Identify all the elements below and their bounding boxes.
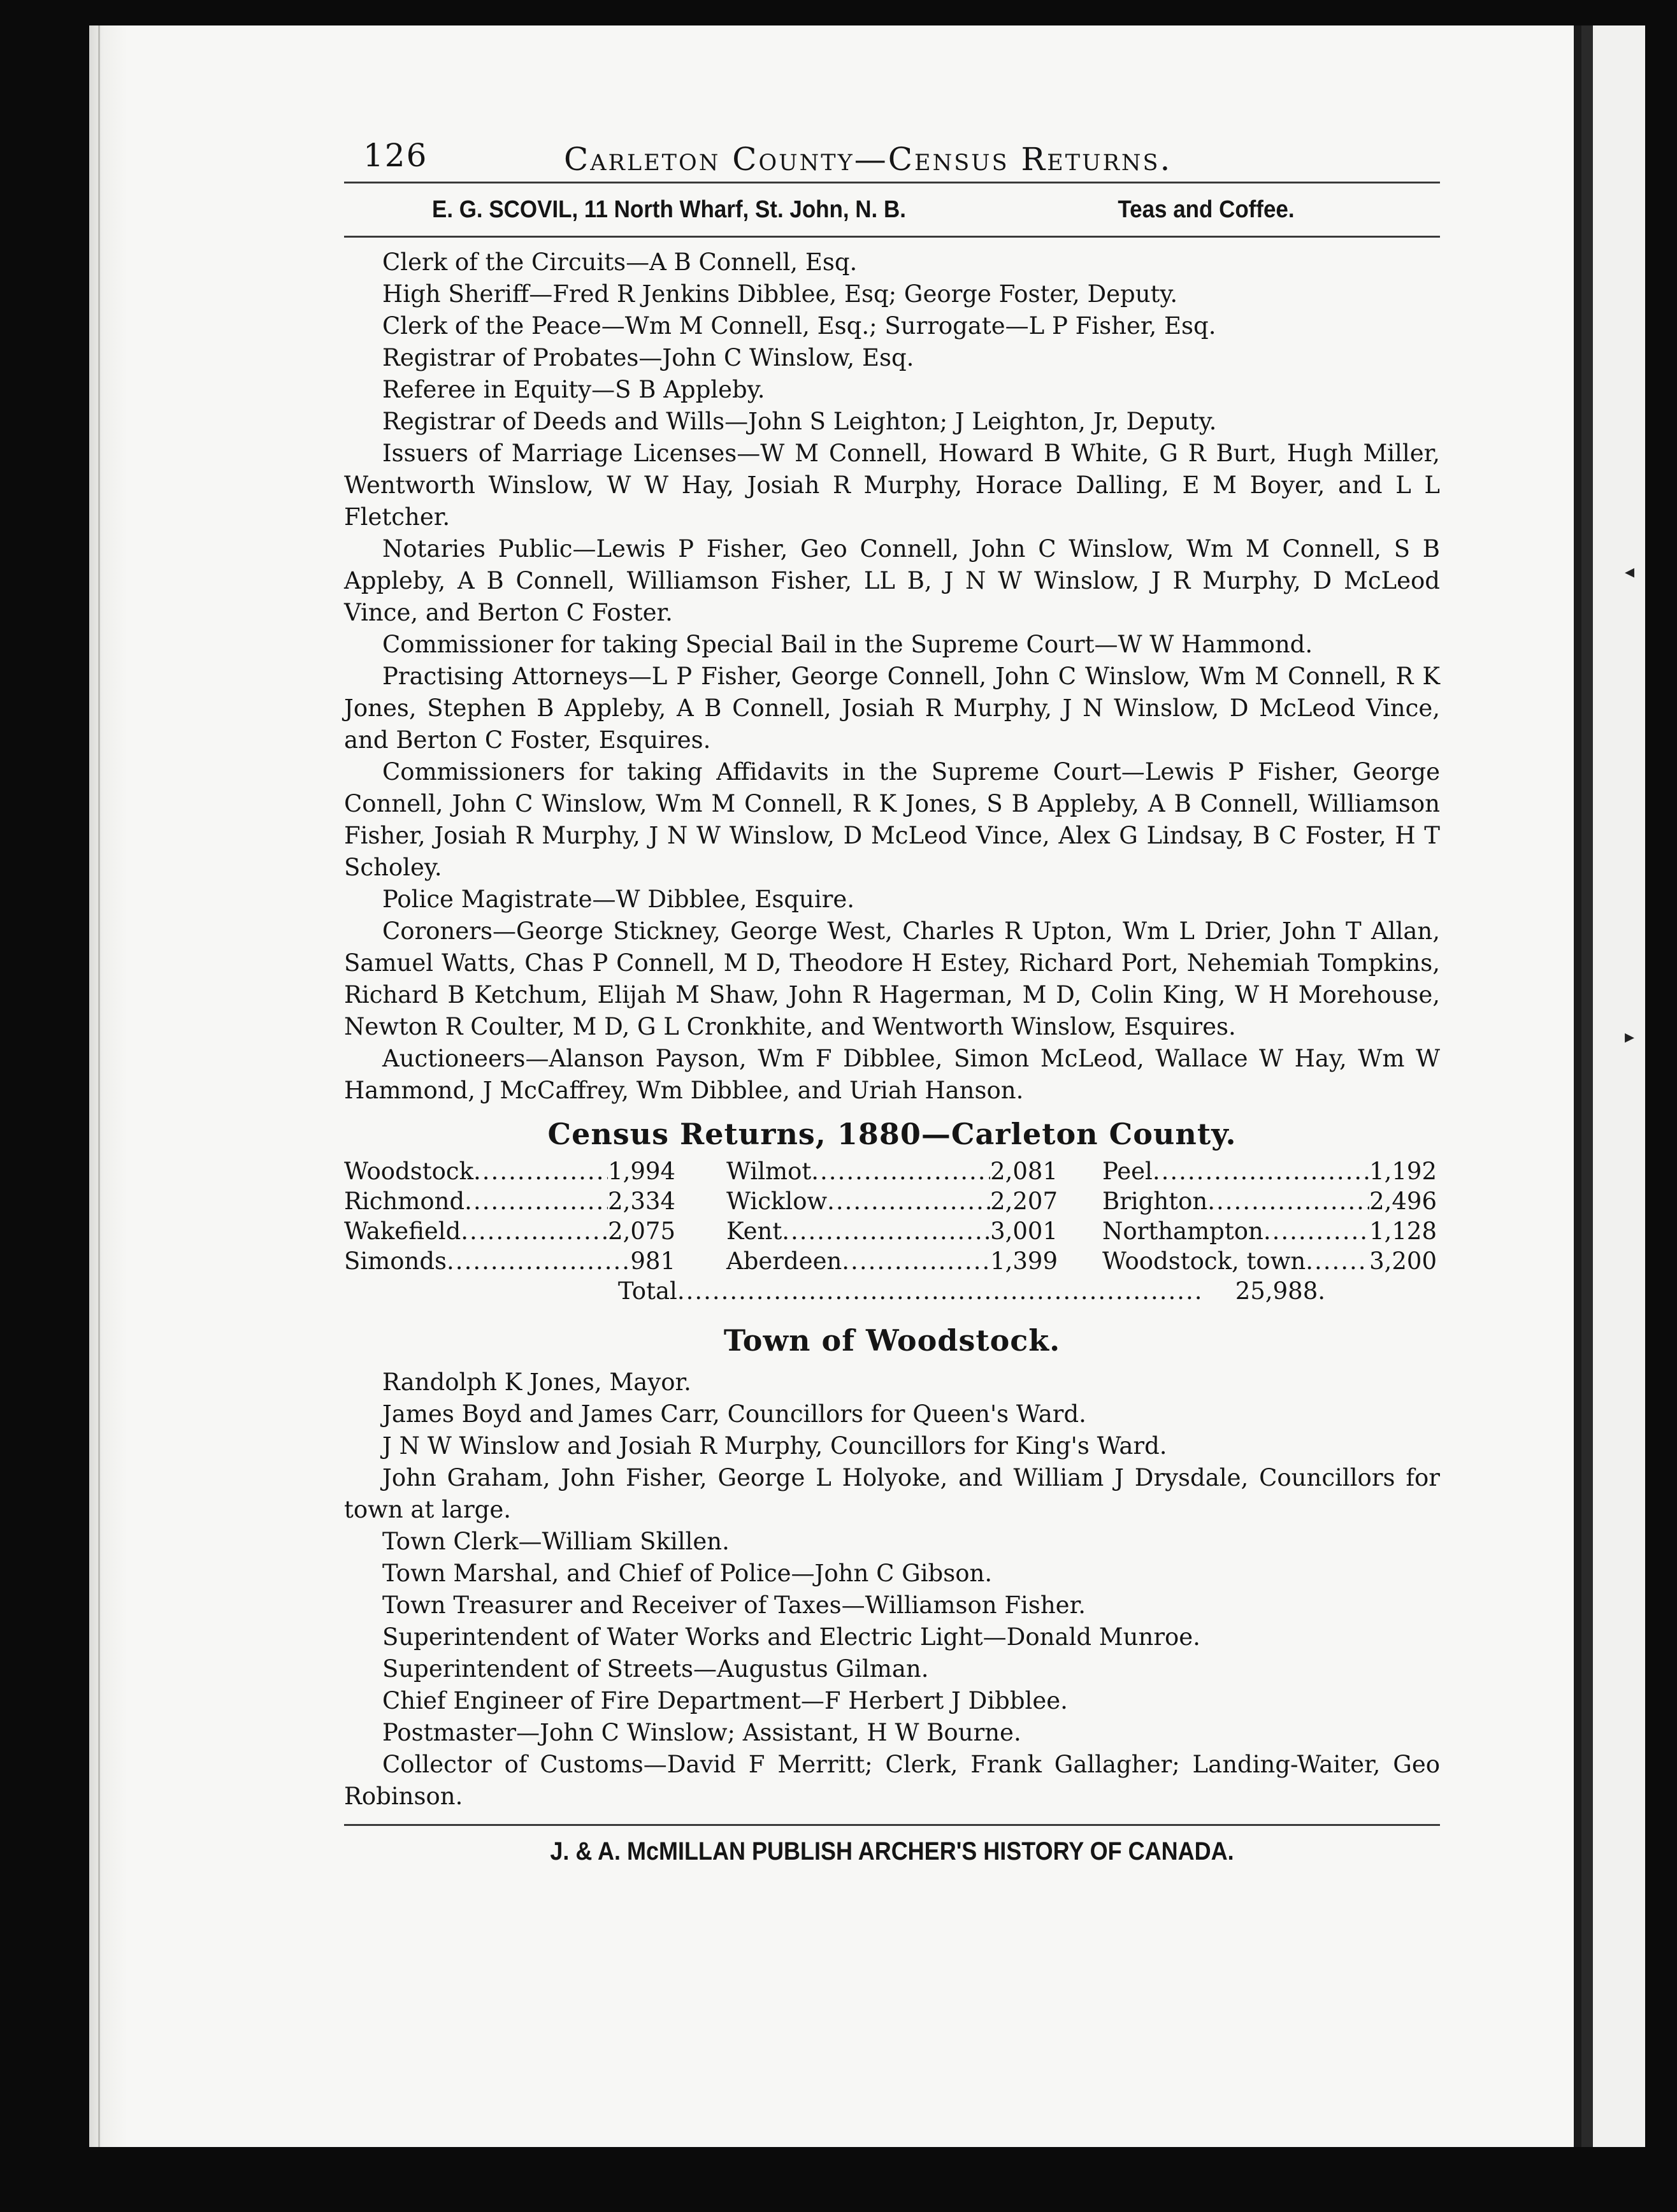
ad-rule (344, 236, 1440, 238)
margin-mark: ◂ (1625, 561, 1635, 583)
town-entry: Superintendent of Water Works and Electric Light—Donald Munroe. (382, 1623, 1200, 1651)
census-row (726, 1156, 1058, 1186)
official-entry: Registrar of Probates—John C Winslow, Esq. (382, 344, 914, 371)
top-advertisement (344, 183, 1352, 236)
official-entry: Referee in Equity—S B Appleby. (382, 376, 765, 403)
census-row (726, 1216, 1058, 1246)
official-entry: High Sheriff—Fred R Jenkins Dibblee, Esq; George Foster, Deputy. (382, 280, 1178, 308)
official-entry: Commissioner for taking Special Bail in the Supreme Court—W W Hammond. (382, 631, 1313, 658)
census-column (726, 1156, 1058, 1276)
town-officials (344, 1367, 1440, 1813)
census-row (1102, 1216, 1437, 1246)
town-entry: Superintendent of Streets—Augustus Gilman. (382, 1655, 929, 1683)
town-entry: Town Clerk—William Skillen. (382, 1528, 730, 1555)
parish-name: Wicklow (726, 1188, 828, 1215)
population-value: 2,334 (608, 1188, 675, 1215)
town-entry: Randolph K Jones, Mayor. (382, 1368, 691, 1396)
population-value: 2,207 (990, 1188, 1058, 1215)
town-entry: Postmaster—John C Winslow; Assistant, H W Bourne. (382, 1719, 1021, 1746)
page-number: 126 (363, 137, 428, 174)
parish-name: Wakefield (344, 1217, 461, 1245)
population-value: 2,496 (1369, 1188, 1437, 1215)
town-entry: Collector of Customs—David F Merritt; Clerk, Frank Gallagher; Landing-Waiter, Geo Robinson. (344, 1751, 1440, 1810)
census-row (344, 1216, 675, 1246)
parish-name: Northampton (1102, 1217, 1263, 1245)
town-entry: Chief Engineer of Fire Department—F Herbert J Dibblee. (382, 1687, 1068, 1714)
page-edge-shadow (1574, 25, 1581, 2147)
official-entry: Notaries Public—Lewis P Fisher, Geo Connell, John C Winslow, Wm M Connell, S B Appleby, A B Connell, Williamson Fisher, LL B, J N W Winslow, J R Murphy, D McLeod Vince, and Berton C Foster. (344, 535, 1440, 626)
town-entry: Town Marshal, and Chief of Police—John C Gibson. (382, 1560, 993, 1587)
parish-name: Richmond (344, 1188, 465, 1215)
margin-mark: ▸ (1625, 1026, 1635, 1048)
population-value: 2,081 (990, 1158, 1058, 1185)
next-page-edge (1581, 25, 1645, 2147)
advertised-goods: Teas and Coffee. (1118, 196, 1295, 223)
parish-name: Kent (726, 1217, 782, 1245)
town-entry: Town Treasurer and Receiver of Taxes—Williamson Fisher. (382, 1591, 1086, 1619)
town-entry: James Boyd and James Carr, Councillors for Queen's Ward. (382, 1400, 1086, 1428)
advertiser-name: E. G. SCOVIL, 11 North Wharf, St. John, N. B. (432, 196, 906, 223)
town-entry: John Graham, John Fisher, George L Holyoke, and William J Drysdale, Councillors for town at large. (344, 1464, 1440, 1523)
population-value: 1,399 (990, 1247, 1058, 1275)
population-value: 2,075 (608, 1217, 675, 1245)
page-header (344, 137, 1440, 182)
official-entry: Commissioners for taking Affidavits in the Supreme Court—Lewis P Fisher, George Connell, John C Winslow, Wm M Connell, R K Jones, S B Appleby, A B Connell, Williamson Fisher, Josiah R Murphy, J N W Winslow, D McLeod Vince, Alex G Lindsay, B C Foster, H T Scholey. (344, 758, 1440, 881)
census-row (344, 1186, 675, 1216)
census-row (726, 1246, 1058, 1276)
census-row (726, 1186, 1058, 1216)
census-title: Census Returns, 1880—Carleton County. (547, 1117, 1237, 1151)
census-row (344, 1156, 675, 1186)
parish-name: Woodstock, town (1102, 1247, 1306, 1275)
census-total-row (618, 1276, 1325, 1306)
population-value: 981 (630, 1247, 675, 1275)
census-row (1102, 1246, 1437, 1276)
population-value: 3,200 (1369, 1247, 1437, 1275)
town-title: Town of Woodstock. (723, 1323, 1061, 1358)
official-entry: Issuers of Marriage Licenses—W M Connell, Howard B White, G R Burt, Hugh Miller, Wentworth Winslow, W W Hay, Josiah R Murphy, Horace Dalling, E M Boyer, and L L Fletcher. (344, 440, 1440, 531)
official-entry: Police Magistrate—W Dibblee, Esquire. (382, 886, 855, 913)
official-entry: Clerk of the Peace—Wm M Connell, Esq.; Surrogate—L P Fisher, Esq. (382, 312, 1216, 340)
census-row (344, 1246, 675, 1276)
total-label: Total (618, 1277, 677, 1305)
county-officials (344, 247, 1440, 1107)
official-entry: Registrar of Deeds and Wills—John S Leighton; J Leighton, Jr, Deputy. (382, 408, 1217, 435)
parish-name: Simonds (344, 1247, 447, 1275)
parish-name: Peel (1102, 1158, 1153, 1185)
population-value: 1,994 (608, 1158, 675, 1185)
population-value: 1,128 (1369, 1217, 1437, 1245)
official-entry: Practising Attorneys—L P Fisher, George Connell, John C Winslow, Wm M Connell, R K Jones, Stephen B Appleby, A B Connell, Josiah R Murphy, J N Winslow, D McLeod Vince, and Berton C Foster, Esquires. (344, 663, 1440, 754)
official-entry: Clerk of the Circuits—A B Connell, Esq. (382, 248, 858, 276)
population-value: 3,001 (990, 1217, 1058, 1245)
footer-advertisement: J. & A. McMILLAN PUBLISH ARCHER'S HISTORY OF CANADA. (550, 1837, 1234, 1865)
census-column (1102, 1156, 1437, 1276)
running-title: Carleton County—Census Returns. (564, 141, 1172, 178)
parish-name: Aberdeen (726, 1247, 842, 1275)
total-value: 25,988. (1235, 1277, 1325, 1305)
census-column (344, 1156, 675, 1276)
official-entry: Auctioneers—Alanson Payson, Wm F Dibblee, Simon McLeod, Wallace W Hay, Wm W Hammond, J McCaffrey, Wm Dibblee, and Uriah Hanson. (344, 1045, 1440, 1104)
census-row (1102, 1186, 1437, 1216)
parish-name: Brighton (1102, 1188, 1208, 1215)
census-table (344, 1156, 1440, 1309)
town-entry: J N W Winslow and Josiah R Murphy, Councillors for King's Ward. (382, 1432, 1167, 1460)
parish-name: Wilmot (726, 1158, 812, 1185)
official-entry: Coroners—George Stickney, George West, Charles R Upton, Wm L Drier, John T Allan, Samuel Watts, Chas P Connell, M D, Theodore H Estey, Richard Port, Nehemiah Tompkins, Richard B Ketchum, Elijah M Shaw, John R Hagerman, M D, Colin King, W H Morehouse, Newton R Coulter, M D, G L Cronkhite, and Wentworth Winslow, Esquires. (344, 917, 1440, 1040)
page-gutter (89, 25, 127, 2147)
census-row (1102, 1156, 1437, 1186)
page-content (344, 137, 1440, 1877)
population-value: 1,192 (1369, 1158, 1437, 1185)
parish-name: Woodstock (344, 1158, 474, 1185)
